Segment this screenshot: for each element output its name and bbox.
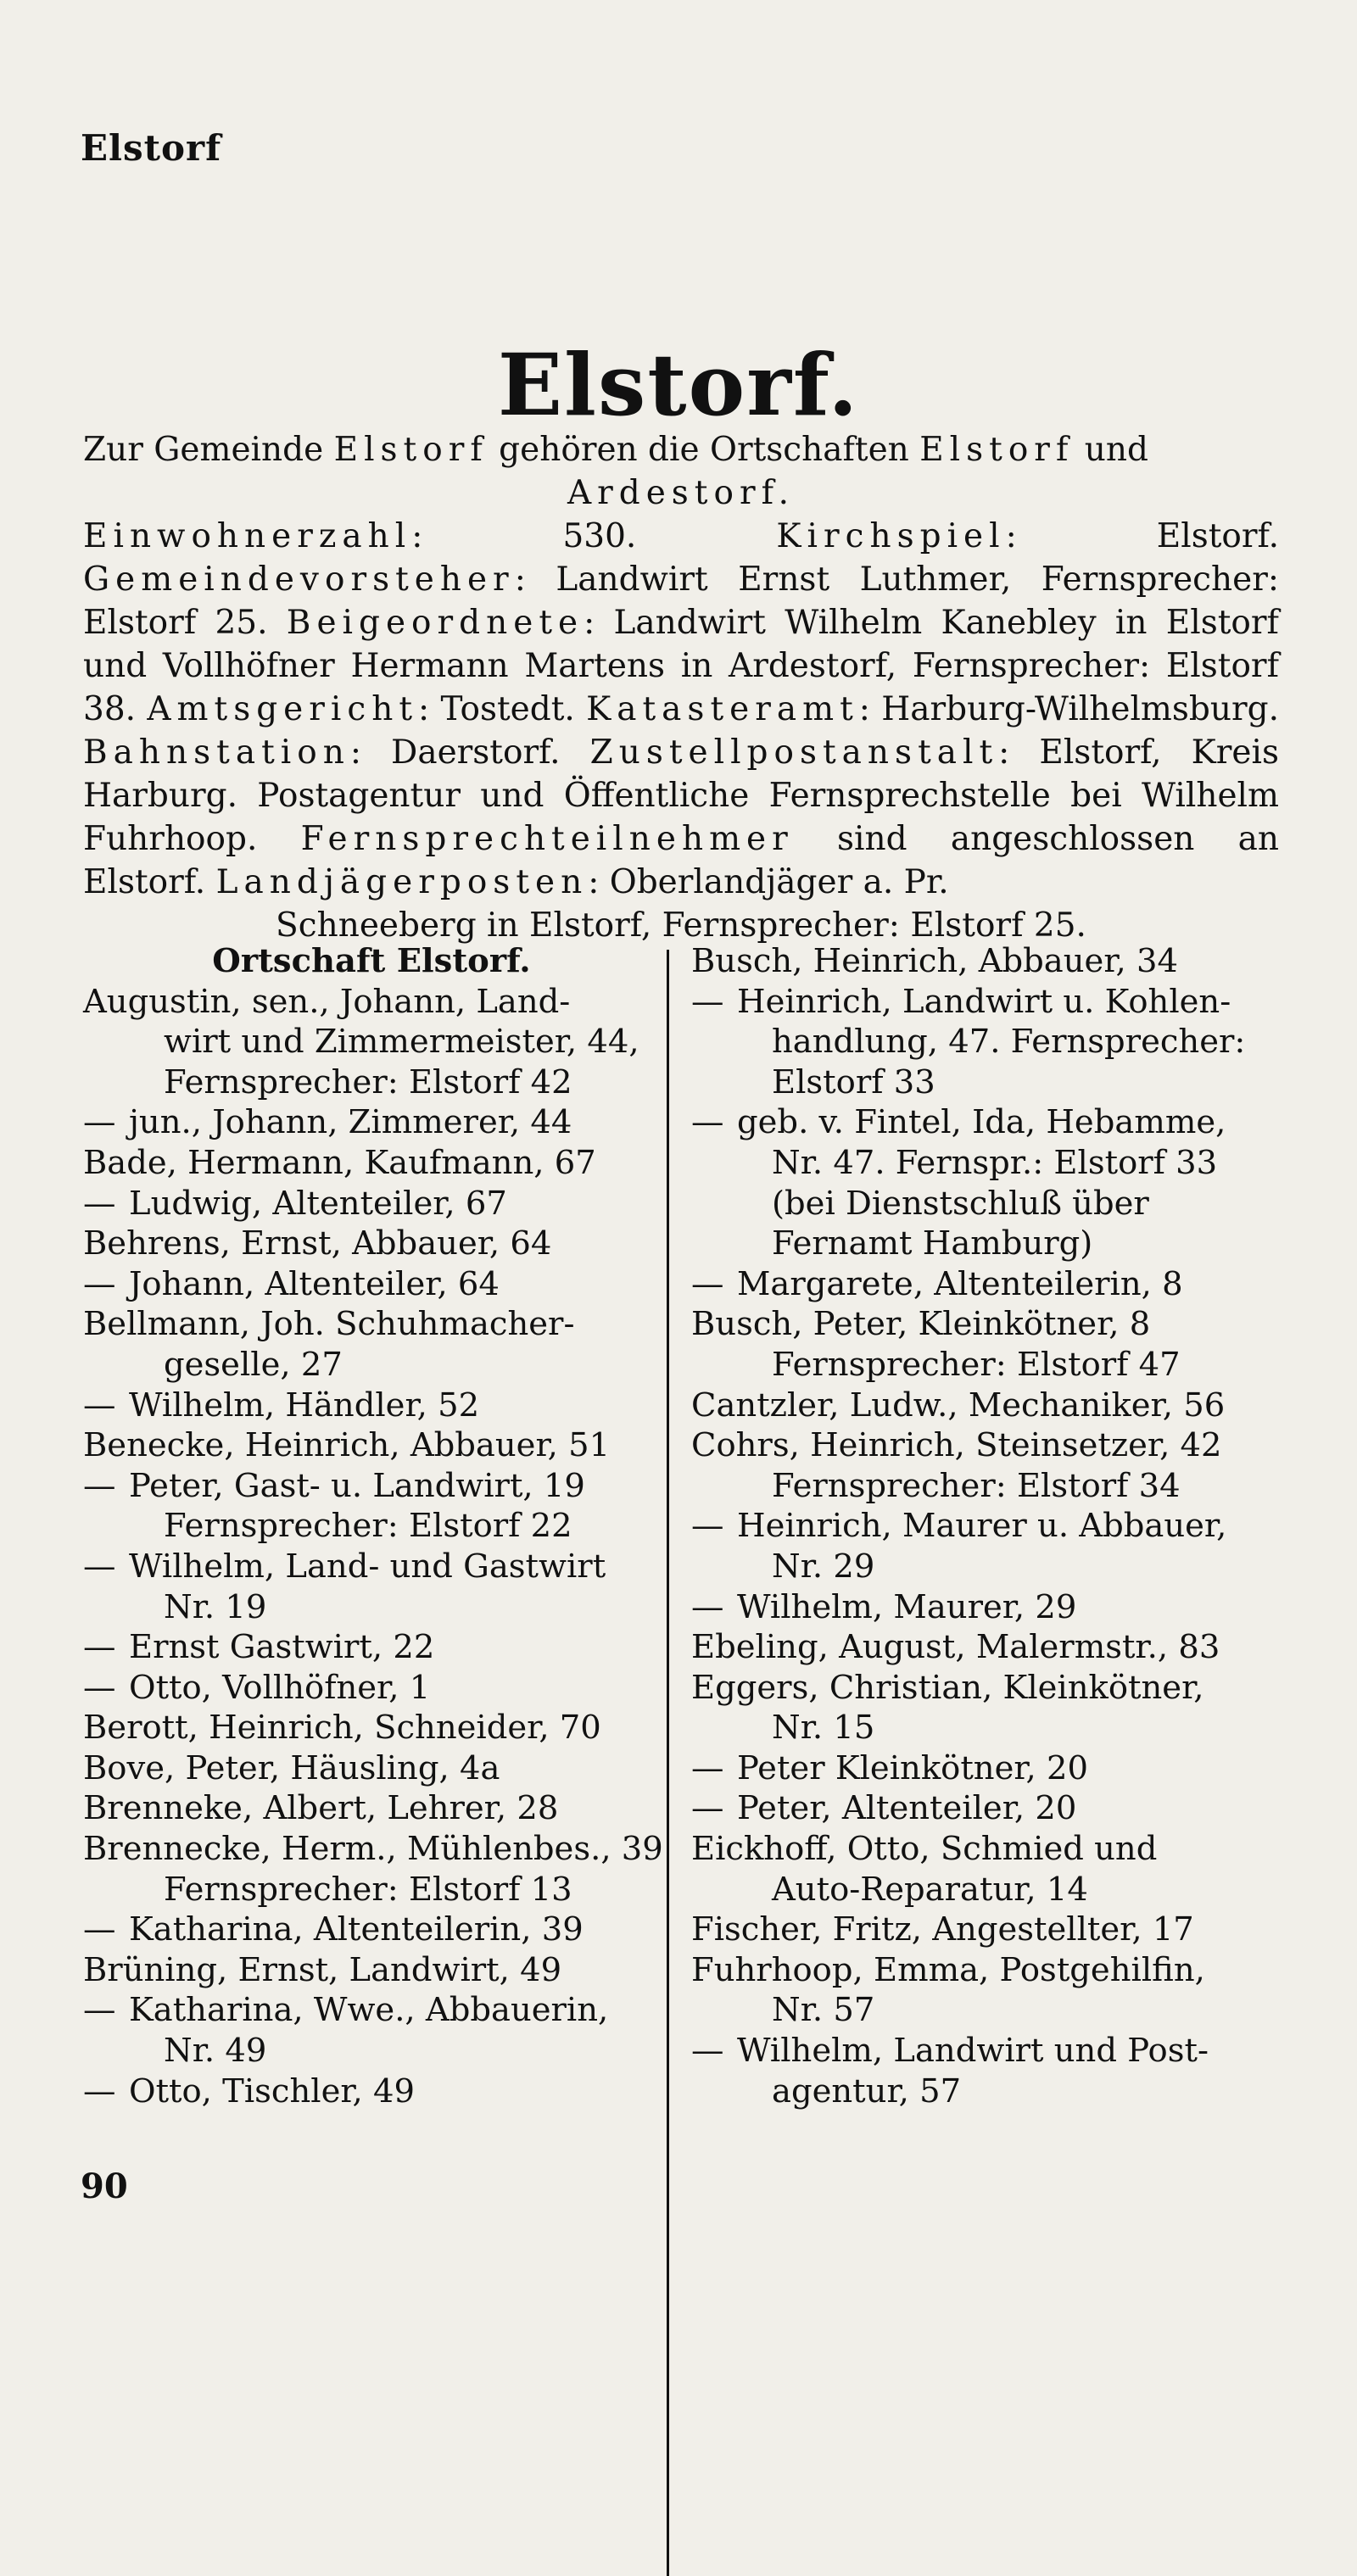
entry-line: Johann, Altenteiler, 64 [129, 1264, 500, 1303]
intro-text: : Elstorf, Kreis Harburg. Postagentur und Öffentliche Fernsprechstelle bei Wilhelm Fuhrhoop. [83, 733, 1279, 858]
ditto-dash: — [83, 1910, 116, 1949]
directory-entry [691, 982, 1276, 1103]
spaced-keyword: Landjägerposten [215, 863, 589, 901]
entry-line: Ernst Gastwirt, 22 [129, 1628, 435, 1667]
entry-line: Brenneke, Albert, Lehrer, 28 [83, 1789, 559, 1828]
entry-line: Brüning, Ernst, Landwirt, 49 [83, 1950, 562, 1989]
ditto-dash: — [691, 2032, 724, 2071]
directory-entry [83, 1950, 643, 1991]
directory-entry [691, 1587, 1276, 1628]
directory-entry [83, 1708, 643, 1748]
intro-text: : Elstorf. [1005, 517, 1279, 555]
spaced-keyword: Beigeordnete [286, 604, 584, 642]
entry-line: Otto, Vollhöfner, 1 [129, 1668, 431, 1707]
spaced-keyword: Elstorf [333, 431, 489, 469]
intro-line [83, 471, 1279, 515]
entry-line: Brennecke, Herm., Mühlenbes., 39 [83, 1830, 663, 1869]
ditto-dash: — [83, 1386, 116, 1425]
entry-line: handlung, 47. Fernsprecher: [772, 1023, 1246, 1062]
entry-line: geselle, 27 [164, 1345, 343, 1384]
directory-entry [83, 1224, 643, 1264]
ditto-dash: — [691, 1103, 724, 1142]
entry-line: Peter, Gast- u. Landwirt, 19 [129, 1466, 585, 1505]
column-heading: Ortschaft Elstorf. [212, 942, 531, 980]
ditto-dash: — [691, 1264, 724, 1303]
entry-line: Fischer, Fritz, Angestellter, 17 [691, 1910, 1194, 1949]
entry-line: Bove, Peter, Häusling, 4a [83, 1748, 500, 1787]
entry-line: Bade, Hermann, Kaufmann, 67 [83, 1143, 596, 1182]
entry-line: (bei Dienstschluß über [772, 1184, 1149, 1223]
intro-text: sind angeschlossen an Elstorf. [83, 820, 1279, 901]
entry-line: Eggers, Christian, Kleinkötner, [691, 1668, 1204, 1707]
entry-line: Busch, Heinrich, Abbauer, 34 [691, 942, 1178, 980]
entry-line: Cohrs, Heinrich, Steinsetzer, 42 [691, 1426, 1222, 1465]
directory-entry [691, 1748, 1276, 1789]
entry-line: Ebeling, August, Malermstr., 83 [691, 1628, 1220, 1667]
intro-text: : Harburg-Wilhelmsburg. [858, 690, 1279, 728]
spaced-keyword: Zustellpostanstalt [589, 733, 999, 772]
directory-entry [83, 1829, 663, 1910]
entry-line: Nr. 49 [164, 2032, 267, 2071]
entry-line: Peter, Altenteiler, 20 [737, 1789, 1077, 1828]
ditto-dash: — [83, 2071, 116, 2110]
ditto-dash: — [691, 1587, 724, 1626]
ditto-dash: — [83, 1466, 116, 1505]
spaced-keyword: Gemeindevorsteher [83, 560, 515, 599]
intro-paragraph [83, 428, 1279, 947]
entry-line: Berott, Heinrich, Schneider, 70 [83, 1709, 601, 1748]
intro-text: : Landwirt Ernst Luthmer, Fernsprecher: Elstorf 25. [83, 560, 1279, 642]
entry-line: Fernsprecher: Elstorf 13 [164, 1870, 572, 1909]
entry-line: Nr. 29 [772, 1547, 875, 1586]
column-divider [667, 950, 669, 2576]
page-title: Elstorf. [497, 335, 860, 435]
entry-line: agentur, 57 [772, 2071, 962, 2110]
ditto-dash: — [83, 1668, 116, 1707]
entry-line: Katharina, Wwe., Abbauerin, [129, 1991, 609, 2030]
directory-entry [83, 2071, 643, 2112]
ditto-dash: — [691, 1507, 724, 1546]
entry-line: Ludwig, Altenteiler, 67 [129, 1184, 507, 1223]
directory-entry [691, 1788, 1276, 1829]
left-column [83, 941, 663, 2111]
directory-entry [691, 1102, 1276, 1263]
directory-entry [83, 1668, 643, 1709]
directory-entry [691, 1829, 1276, 1910]
entry-line: Peter Kleinkötner, 20 [737, 1748, 1089, 1787]
ditto-dash: — [83, 1991, 116, 2030]
spaced-keyword: Kirchspiel [776, 517, 1006, 555]
entry-line: Cantzler, Ludw., Mechaniker, 56 [691, 1386, 1226, 1425]
entry-line: Elstorf 33 [772, 1062, 935, 1101]
directory-entry [83, 1466, 643, 1547]
entry-line: Eickhoff, Otto, Schmied und [691, 1830, 1158, 1869]
directory-entry [691, 1627, 1276, 1668]
intro-text: : 530. [411, 517, 777, 555]
directory-entry [83, 1547, 643, 1627]
spaced-keyword: Elstorf [919, 431, 1075, 469]
entry-line: Fernsprecher: Elstorf 34 [772, 1466, 1181, 1505]
ditto-dash: — [691, 1789, 724, 1828]
entry-line: Nr. 47. Fernspr.: Elstorf 33 [772, 1143, 1218, 1182]
directory-entry [83, 1264, 643, 1305]
directory-entry [83, 1143, 643, 1184]
directory-entry [691, 1506, 1276, 1586]
ditto-dash: — [83, 1547, 116, 1586]
directory-entry [691, 1910, 1276, 1950]
directory-entry [83, 1386, 643, 1426]
directory-entry [83, 1304, 643, 1385]
entry-line: Fernamt Hamburg) [772, 1224, 1093, 1263]
entry-line: Augustin, sen., Johann, Land- [83, 982, 571, 1021]
entry-line: Nr. 19 [164, 1587, 267, 1626]
entry-line: Wilhelm, Händler, 52 [129, 1386, 480, 1425]
intro-text: : Daerstorf. [349, 733, 590, 772]
directory-entry [83, 1184, 643, 1224]
ditto-dash: — [83, 1628, 116, 1667]
directory-entry [691, 941, 1276, 982]
right-column [691, 941, 1276, 2111]
intro-text: : Landwirt Wilhelm Kanebley in Elstorf und Vollhöfner Hermann Martens in Ardestorf, Fernsprecher: Elstorf 38. [83, 604, 1279, 728]
spaced-keyword: Einwohnerzahl [83, 517, 412, 555]
entry-line: Fernsprecher: Elstorf 22 [164, 1507, 572, 1546]
ditto-dash: — [83, 1103, 116, 1142]
entry-line: Heinrich, Landwirt u. Kohlen- [737, 982, 1231, 1021]
entry-line: Wilhelm, Maurer, 29 [737, 1587, 1077, 1626]
directory-entry [83, 1788, 643, 1829]
entry-line: Otto, Tischler, 49 [129, 2071, 416, 2110]
entry-line: Busch, Peter, Kleinkötner, 8 [691, 1305, 1151, 1344]
directory-entry [83, 1990, 643, 2071]
entry-line: geb. v. Fintel, Ida, Hebamme, [737, 1103, 1226, 1142]
directory-entry [83, 1627, 643, 1668]
spaced-keyword: Katasteramt [586, 690, 859, 728]
directory-entry [83, 1102, 643, 1143]
directory-entry [691, 1386, 1276, 1426]
directory-entry [83, 982, 643, 1103]
entry-line: Behrens, Ernst, Abbauer, 64 [83, 1224, 552, 1263]
intro-line [83, 515, 1279, 904]
entry-line: Fuhrhoop, Emma, Postgehilfin, [691, 1950, 1205, 1989]
ditto-dash: — [83, 1184, 116, 1223]
entry-line: Benecke, Heinrich, Abbauer, 51 [83, 1426, 611, 1465]
directory-entry [691, 1950, 1276, 2031]
entry-line: wirt und Zimmermeister, 44, [164, 1023, 639, 1062]
directory-entry [83, 1910, 643, 1950]
entry-line: Fernsprecher: Elstorf 47 [772, 1345, 1181, 1384]
entry-line: jun., Johann, Zimmerer, 44 [129, 1103, 572, 1142]
intro-text: Schneeberg in Elstorf, Fernsprecher: Elstorf 25. [276, 906, 1086, 945]
spaced-keyword: Ardestorf. [567, 474, 796, 512]
intro-text: : Tostedt. [418, 690, 587, 728]
entry-line: Katharina, Altenteilerin, 39 [129, 1910, 584, 1949]
directory-entry [691, 2031, 1276, 2111]
entry-line: Wilhelm, Landwirt und Post- [737, 2032, 1209, 2071]
intro-text: : Oberlandjäger a. Pr. [588, 863, 949, 901]
directory-entry [83, 1748, 643, 1789]
entry-line: Nr. 15 [772, 1709, 875, 1748]
entry-line: Fernsprecher: Elstorf 42 [164, 1062, 572, 1101]
directory-entry [691, 1425, 1276, 1506]
intro-text: gehören die Ortschaften [488, 431, 920, 469]
intro-text: und [1074, 431, 1148, 469]
entry-line: Margarete, Altenteilerin, 8 [737, 1264, 1183, 1303]
entry-line: Nr. 57 [772, 1991, 875, 2030]
spaced-keyword: Bahnstation [83, 733, 350, 772]
ditto-dash: — [691, 982, 724, 1021]
directory-entry [691, 1264, 1276, 1305]
entry-line: Heinrich, Maurer u. Abbauer, [737, 1507, 1227, 1546]
entry-line: Wilhelm, Land- und Gastwirt [129, 1547, 606, 1586]
intro-text: Zur Gemeinde [83, 431, 334, 469]
spaced-keyword: Fernsprechteilnehmer [300, 820, 794, 858]
ditto-dash: — [691, 1748, 724, 1787]
directory-entry [691, 1668, 1276, 1748]
page-number: 90 [81, 2166, 128, 2206]
directory-entry [83, 1425, 643, 1466]
running-head: Elstorf [81, 127, 222, 169]
intro-line [83, 428, 1279, 471]
spaced-keyword: Amtsgericht [147, 690, 419, 728]
ditto-dash: — [83, 1264, 116, 1303]
entry-line: Bellmann, Joh. Schuhmacher- [83, 1305, 575, 1344]
directory-entry [691, 1304, 1276, 1385]
entry-line: Auto-Reparatur, 14 [772, 1870, 1088, 1909]
